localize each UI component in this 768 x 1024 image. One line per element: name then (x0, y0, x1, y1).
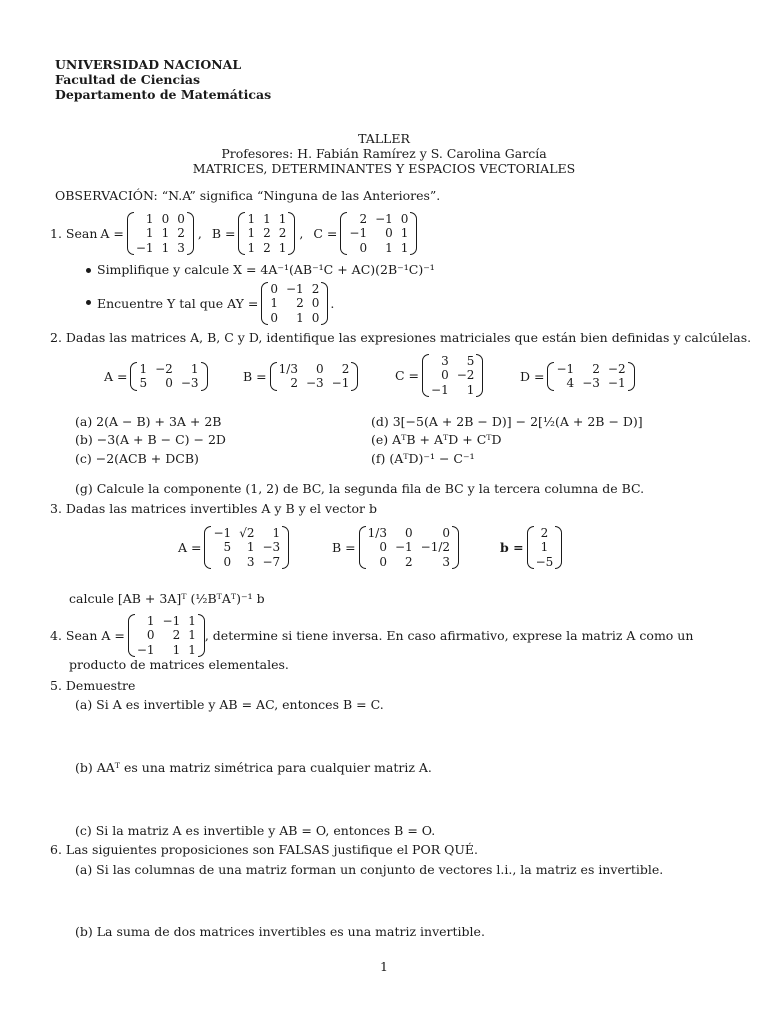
q1-bullet-2-row: Encuentre Y tal que AY = 0 −1 2 1 2 0 0 1 0 . (97, 282, 335, 325)
matrix-cell: 5 (139, 376, 148, 391)
matrix-cell: 0 (177, 212, 185, 226)
q4-matrix-a (128, 614, 205, 657)
matrix-cell: −2 (155, 362, 173, 376)
matrix-cell: 1/3 (367, 526, 387, 540)
matrix-cell: −3 (180, 376, 199, 391)
matrix-cell: 3 (441, 354, 449, 368)
matrix-row (364, 555, 454, 569)
matrix-row (266, 282, 323, 296)
matrix-row (427, 354, 478, 368)
matrix-cell: 1 (263, 212, 271, 226)
matrix-cell: 1 (466, 382, 475, 397)
matrix-cell: −2 (607, 362, 626, 376)
matrix-cell: 3 (177, 240, 185, 255)
bullet-icon (86, 268, 91, 273)
matrix-cell: 1 (540, 540, 549, 555)
matrix-cell: −1 (375, 212, 393, 226)
matrix-cell: 0 (165, 376, 173, 391)
matrix-cell: 0 (379, 540, 387, 555)
matrix-cell: −1/2 (420, 540, 451, 555)
q1-matrix-a (127, 212, 194, 255)
matrix-cell: −1 (136, 642, 155, 657)
q5-intro: 5. Demuestre (50, 678, 136, 693)
matrix-cell: 1 (247, 212, 256, 226)
q2-matrix-a-group (104, 362, 208, 391)
matrix-cell: 1 (400, 240, 409, 255)
q6-item-b: (b) La suma de dos matrices invertibles es una matriz invertible. (75, 924, 485, 939)
matrix-cell: −1 (286, 282, 304, 296)
matrix-row (266, 296, 323, 310)
matrix-cell: 3 (246, 554, 255, 569)
matrix-row (135, 362, 202, 376)
matrix-cell: −3 (582, 376, 600, 391)
matrix-cell: 0 (316, 362, 324, 376)
matrix-row (132, 226, 189, 240)
matrix-cell: 0 (311, 296, 320, 311)
q4-rest: , determine si tiene inversa. En caso afirmativo, exprese la matriz A como un (204, 627, 694, 643)
label-b: B = (243, 368, 267, 384)
matrix-cell: 2 (359, 212, 368, 226)
q2-matrix-a (130, 362, 207, 391)
q6-intro: 6. Las siguientes proposiciones son FALSAS justifique el POR QUÉ. (50, 842, 478, 857)
q6-item-a: (a) Si las columnas de una matriz forman un conjunto de vectores l.i., la matriz es invertible. (75, 862, 664, 877)
q2-matrix-d-group (520, 362, 635, 391)
q5-item-c: (c) Si la matriz A es invertible y AB = O, entonces B = O. (75, 823, 436, 838)
matrix-cell: 3 (442, 554, 451, 569)
page-number: 1 (380, 959, 388, 974)
q2-intro: 2. Dadas las matrices A, B, C y D, identifique las expresiones matriciales que están bien definidas y calcúlelas. (50, 330, 752, 345)
q1-bullet-2: Encuentre Y tal que AY = (97, 295, 259, 311)
matrix-cell: 1 (246, 540, 255, 555)
doc-subtitle: MATRICES, DETERMINANTES Y ESPACIOS VECTORIALES (192, 161, 576, 176)
matrix-cell: 0 (385, 226, 393, 241)
matrix-row (133, 614, 200, 628)
matrix-cell: 2 (296, 296, 304, 311)
matrix-cell: 1 (188, 614, 196, 628)
matrix-cell: 0 (223, 554, 232, 569)
matrix-cell: −7 (262, 554, 281, 569)
matrix-cell: 2 (592, 362, 600, 376)
matrix-cell: 2 (263, 226, 271, 241)
q2-matrix-b-group (243, 362, 358, 391)
matrix-cell: 1 (385, 240, 393, 255)
matrix-cell: 0 (379, 554, 387, 569)
matrix-cell: 5 (466, 354, 475, 368)
matrix-row (532, 555, 558, 569)
label-c: C = (313, 225, 338, 241)
q2-item-f: (f) (AᵀD)⁻¹ − C⁻¹ (371, 451, 475, 466)
matrix-cell: 1/3 (278, 362, 298, 376)
label-c: C = (395, 367, 420, 383)
label-a: A = (100, 225, 124, 241)
matrix-cell: 1 (272, 526, 281, 540)
matrix-cell: 1 (190, 362, 199, 376)
matrix-row (132, 212, 189, 226)
matrix-row (427, 368, 478, 382)
matrix-row (364, 540, 454, 554)
matrix-cell: 2 (290, 376, 298, 391)
matrix-cell: 1 (139, 362, 148, 376)
matrix-cell: 1 (278, 212, 287, 226)
matrix-cell: 0 (311, 310, 320, 325)
q4-row (50, 614, 696, 657)
matrix-row (532, 526, 558, 540)
q2-item-e: (e) AᵀB + AᵀD + CᵀD (371, 432, 502, 447)
q2-item-a: (a) 2(A − B) + 3A + 2B (75, 414, 222, 429)
matrix-cell: −1 (331, 376, 350, 391)
q3-matrix-b-group (332, 526, 459, 569)
matrix-cell: 1 (172, 642, 181, 657)
matrix-row (532, 540, 558, 554)
q1-intro: 1. Sean (50, 225, 98, 241)
matrix-row (209, 555, 284, 569)
q3-calc: calcule [AB + 3A]ᵀ (½BᵀAᵀ)⁻¹ b (69, 591, 265, 606)
matrix-row (364, 526, 454, 540)
q1-matrix-y (261, 282, 328, 325)
label-a: A = (104, 368, 128, 384)
q5-item-b: (b) AAᵀ es una matriz simétrica para cualquier matriz A. (75, 760, 432, 775)
matrix-cell: 0 (161, 212, 170, 226)
matrix-cell: 1 (247, 226, 256, 241)
matrix-cell: 0 (270, 282, 278, 296)
label-b: B = (332, 539, 356, 555)
q2-item-c: (c) −2(ACB + DCB) (75, 451, 199, 466)
q4-line2: producto de matrices elementales. (69, 657, 289, 672)
bullet-icon (86, 300, 91, 305)
faculty-name: Facultad de Ciencias (55, 72, 200, 87)
observation-note: OBSERVACIÓN: “N.A” significa “Ninguna de las Anteriores”. (55, 188, 441, 203)
matrix-cell: 1 (145, 226, 154, 241)
q2-matrix-d (547, 362, 634, 391)
matrix-row (133, 628, 200, 642)
matrix-cell: −1 (162, 614, 181, 628)
matrix-cell: 1 (161, 226, 170, 241)
matrix-row (427, 383, 478, 397)
matrix-cell: −5 (535, 554, 554, 569)
matrix-cell: 1 (188, 642, 196, 657)
matrix-row (209, 540, 284, 554)
matrix-cell: 0 (405, 526, 413, 540)
matrix-cell: −1 (556, 362, 575, 376)
matrix-cell: 1 (146, 614, 155, 628)
matrix-cell: 0 (441, 368, 449, 383)
matrix-cell: 1 (145, 212, 154, 226)
matrix-cell: 2 (177, 226, 185, 241)
matrix-row (275, 362, 354, 376)
matrix-cell: 2 (405, 554, 413, 569)
matrix-row (243, 212, 290, 226)
matrix-cell: 1 (400, 226, 409, 241)
q2-item-g: (g) Calcule la componente (1, 2) de BC, la segunda fila de BC y la tercera columna de BC. (75, 481, 645, 496)
q2-item-d: (d) 3[−5(A + 2B − D)] − 2[½(A + 2B − D)] (371, 414, 643, 429)
matrix-row (275, 376, 354, 390)
q3-matrix-a-group (178, 526, 289, 569)
doc-title: TALLER (358, 131, 410, 146)
matrix-cell: 0 (359, 240, 368, 255)
q1-matrix-b (238, 212, 295, 255)
matrix-row (552, 362, 629, 376)
matrix-cell: 5 (223, 540, 232, 555)
matrix-cell: 0 (400, 212, 409, 226)
q3-vector-b (527, 526, 563, 569)
matrix-cell: 2 (341, 362, 350, 376)
matrix-cell: −3 (305, 376, 324, 391)
matrix-cell: 1 (296, 310, 304, 325)
matrix-cell: 1 (278, 240, 287, 255)
matrix-cell: 1 (161, 240, 170, 255)
matrix-cell: 4 (566, 376, 575, 391)
q1-matrices: 1. Sean A = 1 0 0 1 1 2 −1 1 3 , B = 1 1 1 1 2 2 1 2 1 , C = 2 −1 0 −1 0 1 0 1 1 (50, 212, 417, 255)
q2-item-b: (b) −3(A + B − C) − 2D (75, 432, 226, 447)
label-vector-b: b = (500, 539, 524, 555)
matrix-cell: 1 (188, 628, 196, 643)
matrix-row (345, 241, 412, 255)
q3-intro: 3. Dadas las matrices invertibles A y B y el vector b (50, 501, 377, 516)
matrix-cell: 2 (311, 282, 320, 296)
matrix-cell: −2 (456, 368, 475, 383)
matrix-row (132, 241, 189, 255)
matrix-cell: 0 (270, 310, 278, 325)
matrix-row (266, 311, 323, 325)
matrix-row (345, 212, 412, 226)
q5-item-a: (a) Si A es invertible y AB = AC, entonces B = C. (75, 697, 384, 712)
q4-intro: 4. Sean A = (50, 627, 125, 643)
matrix-cell: 0 (146, 628, 155, 643)
matrix-cell: −1 (349, 226, 368, 241)
q3-vector-b-group (500, 526, 562, 569)
matrix-cell: 1 (270, 296, 278, 311)
professors-line: Profesores: H. Fabián Ramírez y S. Carolina García (221, 146, 547, 161)
matrix-cell: −1 (135, 240, 154, 255)
matrix-row (345, 226, 412, 240)
matrix-row (135, 376, 202, 390)
q3-matrix-b (359, 526, 459, 569)
q2-matrix-b (270, 362, 359, 391)
q1-matrix-c (340, 212, 417, 255)
matrix-cell: 0 (442, 526, 451, 540)
matrix-row (552, 376, 629, 390)
q2-matrix-c (422, 354, 483, 397)
matrix-cell: 2 (278, 226, 287, 241)
matrix-cell: −1 (431, 382, 449, 397)
label-d: D = (520, 368, 545, 384)
matrix-cell: 2 (172, 628, 181, 643)
q2-matrix-c-group (395, 354, 483, 397)
matrix-cell: −1 (213, 526, 232, 540)
matrix-row (243, 226, 290, 240)
matrix-cell: √2 (239, 526, 255, 540)
university-name: UNIVERSIDAD NACIONAL (55, 57, 242, 72)
matrix-cell: 2 (540, 526, 549, 540)
matrix-row (243, 241, 290, 255)
q1-bullet-1: Simplifique y calcule X = 4A⁻¹(AB⁻¹C + AC)(2B⁻¹C)⁻¹ (97, 262, 435, 277)
matrix-cell: −1 (394, 540, 413, 555)
matrix-cell: −3 (262, 540, 281, 555)
department-name: Departamento de Matemáticas (55, 87, 272, 102)
matrix-cell: 1 (247, 240, 256, 255)
matrix-row (133, 643, 200, 657)
label-b: B = (211, 225, 236, 241)
matrix-cell: 2 (263, 240, 271, 255)
q3-matrix-a (204, 526, 289, 569)
matrix-row (209, 526, 284, 540)
label-a: A = (178, 539, 202, 555)
matrix-cell: −1 (607, 376, 626, 391)
